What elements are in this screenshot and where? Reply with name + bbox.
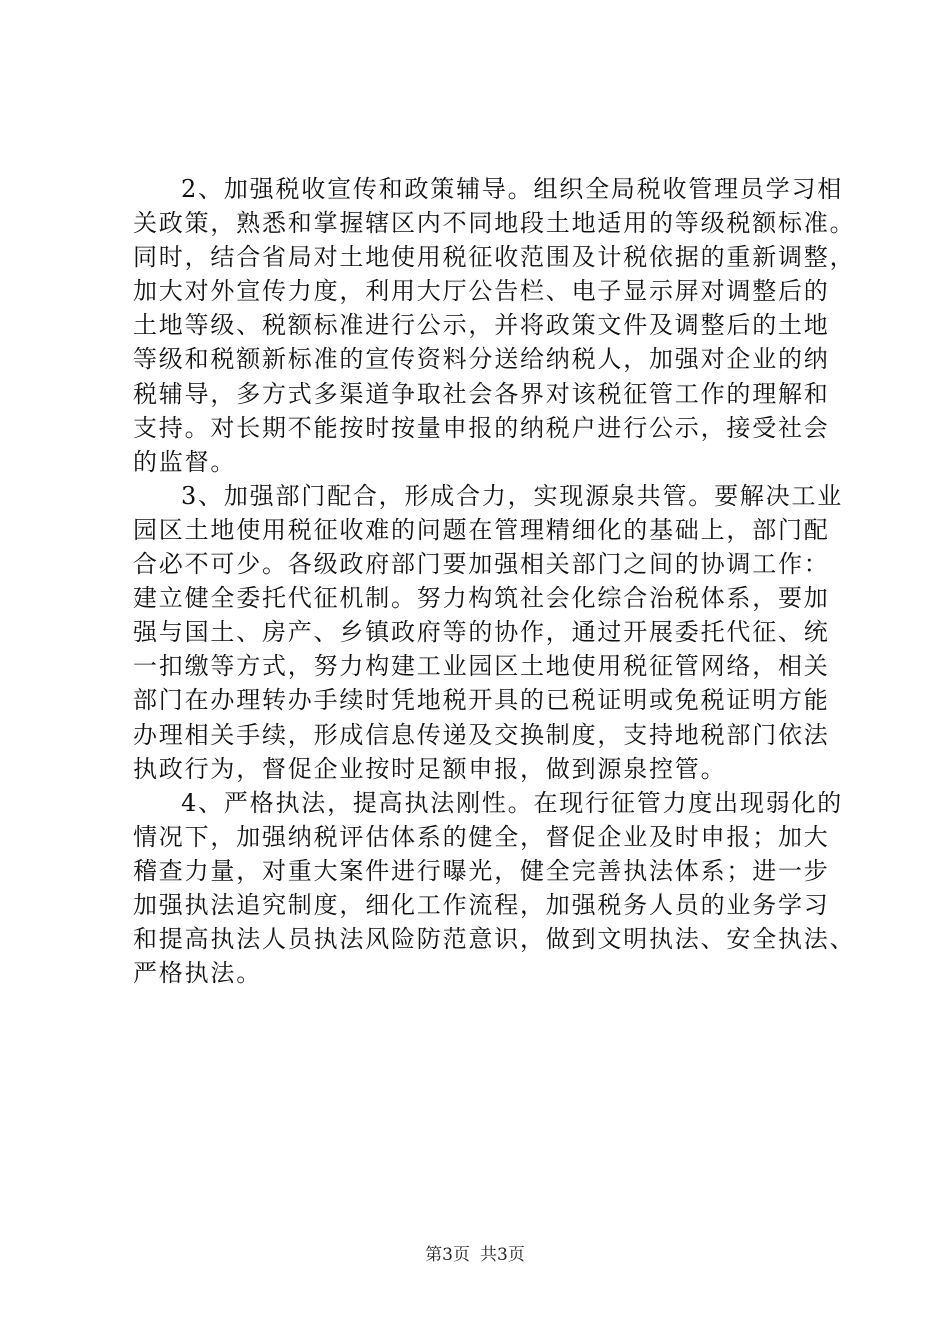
text-line: 园区土地使用税征收难的问题在管理精细化的基础上，部门配 [133, 515, 830, 544]
text-line: 4、严格执法，提高执法刚性。在现行征管力度出现弱化的 [181, 788, 844, 817]
text-line: 执政行为，督促企业按时足额申报，做到源泉控管。 [133, 754, 727, 783]
paragraph-2 [133, 172, 856, 479]
text-line: 税辅导，多方式多渠道争取社会各界对该税征管工作的理解和 [133, 379, 830, 408]
text-line: 部门在办理转办手续时凭地税开具的已税证明或免税证明方能 [133, 686, 830, 715]
text-line: 关政策，熟悉和掌握辖区内不同地段土地适用的等级税额标准。 [133, 209, 856, 238]
text-line: 2、加强税收宣传和政策辅导。组织全局税收管理员学习相 [181, 175, 844, 203]
text-line: 建立健全委托代征机制。努力构筑社会化综合治税体系，要加 [133, 584, 830, 613]
text-line: 稽查力量，对重大案件进行曝光，健全完善执法体系；进一步 [133, 856, 830, 885]
text-line: 支持。对长期不能按时按量申报的纳税户进行公示，接受社会 [133, 413, 830, 442]
page-footer [0, 1244, 950, 1266]
text-line: 办理相关手续，形成信息传递及交换制度，支持地税部门依法 [133, 720, 830, 749]
text-line: 严格执法。 [133, 959, 262, 988]
text-line: 同时，结合省局对土地使用税征收范围及计税依据的重新调整， [133, 243, 856, 272]
page-total: 共3页 [480, 1245, 525, 1265]
text-line: 强与国土、房产、乡镇政府等的协作，通过开展委托代征、统 [133, 618, 830, 647]
text-line: 情况下，加强纳税评估体系的健全，督促企业及时申报；加大 [133, 822, 830, 851]
document-body [133, 172, 856, 990]
text-line: 的监督。 [133, 447, 237, 476]
text-line: 一扣缴等方式，努力构建工业园区土地使用税征管网络，相关 [133, 652, 830, 681]
page-number: 第3页 [425, 1245, 470, 1265]
text-line: 加强执法追究制度，细化工作流程，加强税务人员的业务学习 [133, 890, 830, 919]
text-line: 3、加强部门配合，形成合力，实现源泉共管。要解决工业 [181, 481, 844, 510]
text-line: 等级和税额新标准的宣传资料分送给纳税人，加强对企业的纳 [133, 345, 830, 374]
text-line: 合必不可少。各级政府部门要加强相关部门之间的协调工作： [133, 550, 830, 579]
paragraph-3 [133, 479, 853, 786]
text-line: 土地等级、税额标准进行公示，并将政策文件及调整后的土地 [133, 311, 830, 340]
text-line: 和提高执法人员执法风险防范意识，做到文明执法、安全执法、 [133, 925, 856, 954]
paragraph-4 [133, 786, 856, 991]
text-line: 加大对外宣传力度，利用大厅公告栏、电子显示屏对调整后的 [133, 277, 830, 306]
